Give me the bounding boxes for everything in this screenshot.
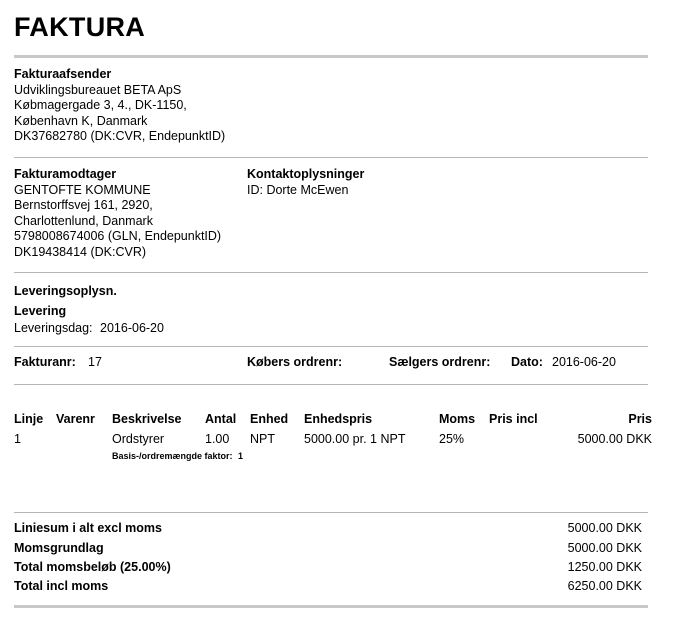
delivery-subheading: Levering	[14, 304, 67, 318]
delivery-date-label: Leveringsdag:	[14, 321, 93, 335]
invoice-date-value: 2016-06-20	[552, 355, 616, 369]
sender-heading: Fakturaafsender	[14, 67, 112, 81]
total-value: 6250.00 DKK	[567, 579, 642, 593]
divider	[14, 384, 648, 385]
row-unit: NPT	[250, 432, 275, 446]
invoice-date-label: Dato:	[511, 355, 543, 369]
receiver-line: 5798008674006 (GLN, EndepunktID)	[14, 229, 222, 243]
receiver-line: Bernstorffsvej 161, 2920,	[14, 198, 153, 212]
receiver-line: GENTOFTE KOMMUNE	[14, 182, 151, 197]
contact-block	[247, 167, 364, 198]
total-label: Total incl moms	[14, 579, 109, 593]
divider	[14, 346, 648, 347]
row-line: 1	[14, 432, 21, 446]
col-header-qty: Antal	[205, 412, 237, 426]
sender-line: Købmagergade 3, 4., DK-1150,	[14, 98, 187, 112]
col-header-unit: Enhed	[250, 412, 289, 426]
document-title: FAKTURA	[14, 12, 146, 42]
col-header-price: Pris	[628, 412, 652, 426]
contact-line: ID: Dorte McEwen	[247, 182, 349, 197]
total-label: Liniesum i alt excl moms	[14, 521, 162, 535]
row-vat: 25%	[439, 432, 465, 446]
col-header-description: Beskrivelse	[112, 412, 182, 426]
row-factor-value: 1	[238, 451, 244, 461]
total-value: 5000.00 DKK	[567, 541, 642, 555]
seller-order-label: Sælgers ordrenr:	[389, 355, 491, 369]
receiver-line: Charlottenlund, Danmark	[14, 213, 153, 228]
col-header-price-incl: Pris incl	[489, 412, 538, 426]
col-header-line: Linje	[14, 412, 44, 426]
divider	[14, 55, 648, 58]
col-header-vat: Moms	[439, 412, 476, 426]
divider	[14, 272, 648, 273]
buyer-order-label: Købers ordrenr:	[247, 355, 343, 369]
total-value: 1250.00 DKK	[567, 560, 642, 574]
invoice-number-value: 17	[88, 355, 102, 369]
col-header-unit-price: Enhedspris	[304, 412, 373, 426]
sender-line: DK37682780 (DK:CVR, EndepunktID)	[14, 129, 226, 143]
receiver-line: DK19438414 (DK:CVR)	[14, 244, 147, 259]
divider	[14, 605, 648, 608]
row-factor	[112, 451, 243, 461]
row-description: Ordstyrer	[112, 432, 165, 446]
sender-block	[14, 67, 225, 145]
total-label: Momsgrundlag	[14, 541, 104, 555]
col-header-item-no: Varenr	[56, 412, 95, 426]
delivery-heading: Leveringsoplysn.	[14, 284, 117, 298]
sender-line: København K, Danmark	[14, 113, 148, 128]
row-qty: 1.00	[205, 432, 230, 446]
receiver-block	[14, 167, 221, 260]
sender-line: Udviklingsbureauet BETA ApS	[14, 82, 182, 97]
divider	[14, 512, 648, 513]
contact-heading: Kontaktoplysninger	[247, 167, 365, 181]
invoice-number-label: Fakturanr:	[14, 355, 76, 369]
delivery-block	[14, 283, 164, 337]
row-price: 5000.00 DKK	[577, 432, 652, 446]
total-value: 5000.00 DKK	[567, 521, 642, 535]
receiver-heading: Fakturamodtager	[14, 167, 117, 181]
row-factor-label: Basis-/ordremængde faktor:	[112, 451, 233, 461]
row-unit-price: 5000.00 pr. 1 NPT	[304, 432, 406, 446]
total-label: Total momsbeløb (25.00%)	[14, 560, 171, 574]
delivery-date-value: 2016-06-20	[100, 321, 164, 335]
divider	[14, 157, 648, 158]
